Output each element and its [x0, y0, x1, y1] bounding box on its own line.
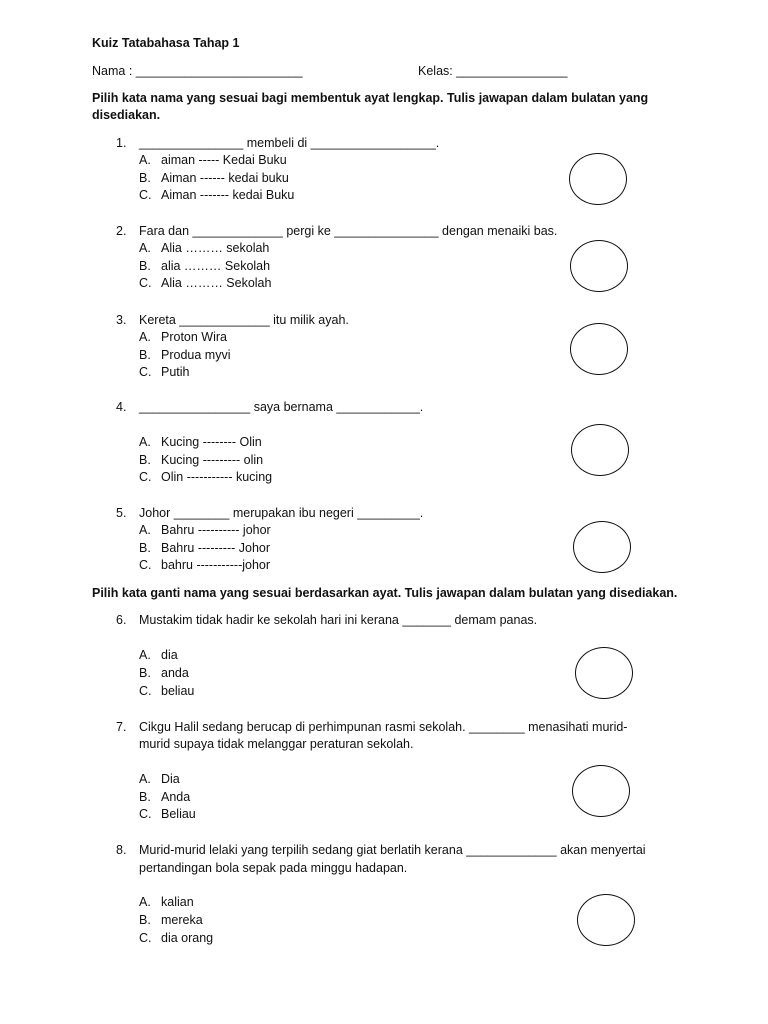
option-b: B. Bahru --------- Johor: [139, 541, 271, 555]
question-text: Mustakim tidak hadir ke sekolah hari ini kerana _______ demam panas.: [139, 613, 538, 627]
option-b: B. Produa myvi: [139, 348, 231, 362]
option-b: B. Kucing --------- olin: [139, 453, 264, 467]
question-text: Kereta _____________ itu milik ayah.: [139, 313, 349, 327]
option-a: A. Dia: [139, 772, 180, 786]
option-b: B. mereka: [139, 913, 203, 927]
option-c: C. Beliau: [139, 807, 196, 821]
option-a: A. kalian: [139, 895, 194, 909]
question-number: 4.: [116, 400, 127, 414]
question-text: Murid-murid lelaki yang terpilih sedang giat berlatih kerana _____________ akan menyertai: [139, 843, 646, 857]
question-text: Fara dan _____________ pergi ke _______________ dengan menaiki bas.: [139, 224, 558, 238]
class-field-label: Kelas: ________________: [418, 64, 568, 78]
option-c: C. bahru -----------johor: [139, 558, 271, 572]
option-b: B. alia ……… Sekolah: [139, 259, 271, 273]
option-a: A. Kucing -------- Olin: [139, 435, 262, 449]
answer-circle[interactable]: [570, 323, 628, 375]
question-text: ________________ saya bernama ____________.: [139, 400, 424, 414]
question-text: Cikgu Halil sedang berucap di perhimpunan rasmi sekolah. ________ menasihati murid-: [139, 720, 628, 734]
question-number: 2.: [116, 224, 127, 238]
option-c: C. beliau: [139, 684, 195, 698]
option-c: C. Putih: [139, 365, 190, 379]
question-number: 8.: [116, 843, 127, 857]
answer-circle[interactable]: [571, 424, 629, 476]
option-c: C. Alia ……… Sekolah: [139, 276, 272, 290]
option-a: A. dia: [139, 648, 178, 662]
answer-circle[interactable]: [577, 894, 635, 946]
answer-circle[interactable]: [573, 521, 631, 573]
question-number: 5.: [116, 506, 127, 520]
option-b: B. anda: [139, 666, 189, 680]
option-a: A. Bahru ---------- johor: [139, 523, 271, 537]
question-number: 7.: [116, 720, 127, 734]
section1-instruction: Pilih kata nama yang sesuai bagi membentuk ayat lengkap. Tulis jawapan dalam bulatan yang: [92, 91, 649, 105]
option-b: B. Aiman ------ kedai buku: [139, 171, 289, 185]
option-a: A. Alia ……… sekolah: [139, 241, 270, 255]
question-number: 6.: [116, 613, 127, 627]
option-c: C. dia orang: [139, 931, 214, 945]
question-text: _______________ membeli di __________________.: [139, 136, 440, 150]
answer-circle[interactable]: [572, 765, 630, 817]
name-field-label: Nama : ________________________: [92, 64, 303, 78]
option-c: C. Olin ----------- kucing: [139, 470, 273, 484]
question-text-cont: murid supaya tidak melanggar peraturan sekolah.: [139, 737, 414, 751]
option-a: A. aiman ----- Kedai Buku: [139, 153, 287, 167]
section1-instruction-cont: disediakan.: [92, 108, 161, 122]
question-text: Johor ________ merupakan ibu negeri _________.: [139, 506, 424, 520]
answer-circle[interactable]: [575, 647, 633, 699]
option-b: B. Anda: [139, 790, 191, 804]
question-number: 3.: [116, 313, 127, 327]
option-c: C. Aiman ------- kedai Buku: [139, 188, 295, 202]
answer-circle[interactable]: [569, 153, 627, 205]
option-a: A. Proton Wira: [139, 330, 227, 344]
answer-circle[interactable]: [570, 240, 628, 292]
question-number: 1.: [116, 136, 127, 150]
question-text-cont: pertandingan bola sepak pada minggu hadapan.: [139, 861, 408, 875]
section2-instruction: Pilih kata ganti nama yang sesuai berdasarkan ayat. Tulis jawapan dalam bulatan yang disediakan.: [92, 586, 678, 600]
quiz-title: Kuiz Tatabahasa Tahap 1: [92, 36, 240, 50]
